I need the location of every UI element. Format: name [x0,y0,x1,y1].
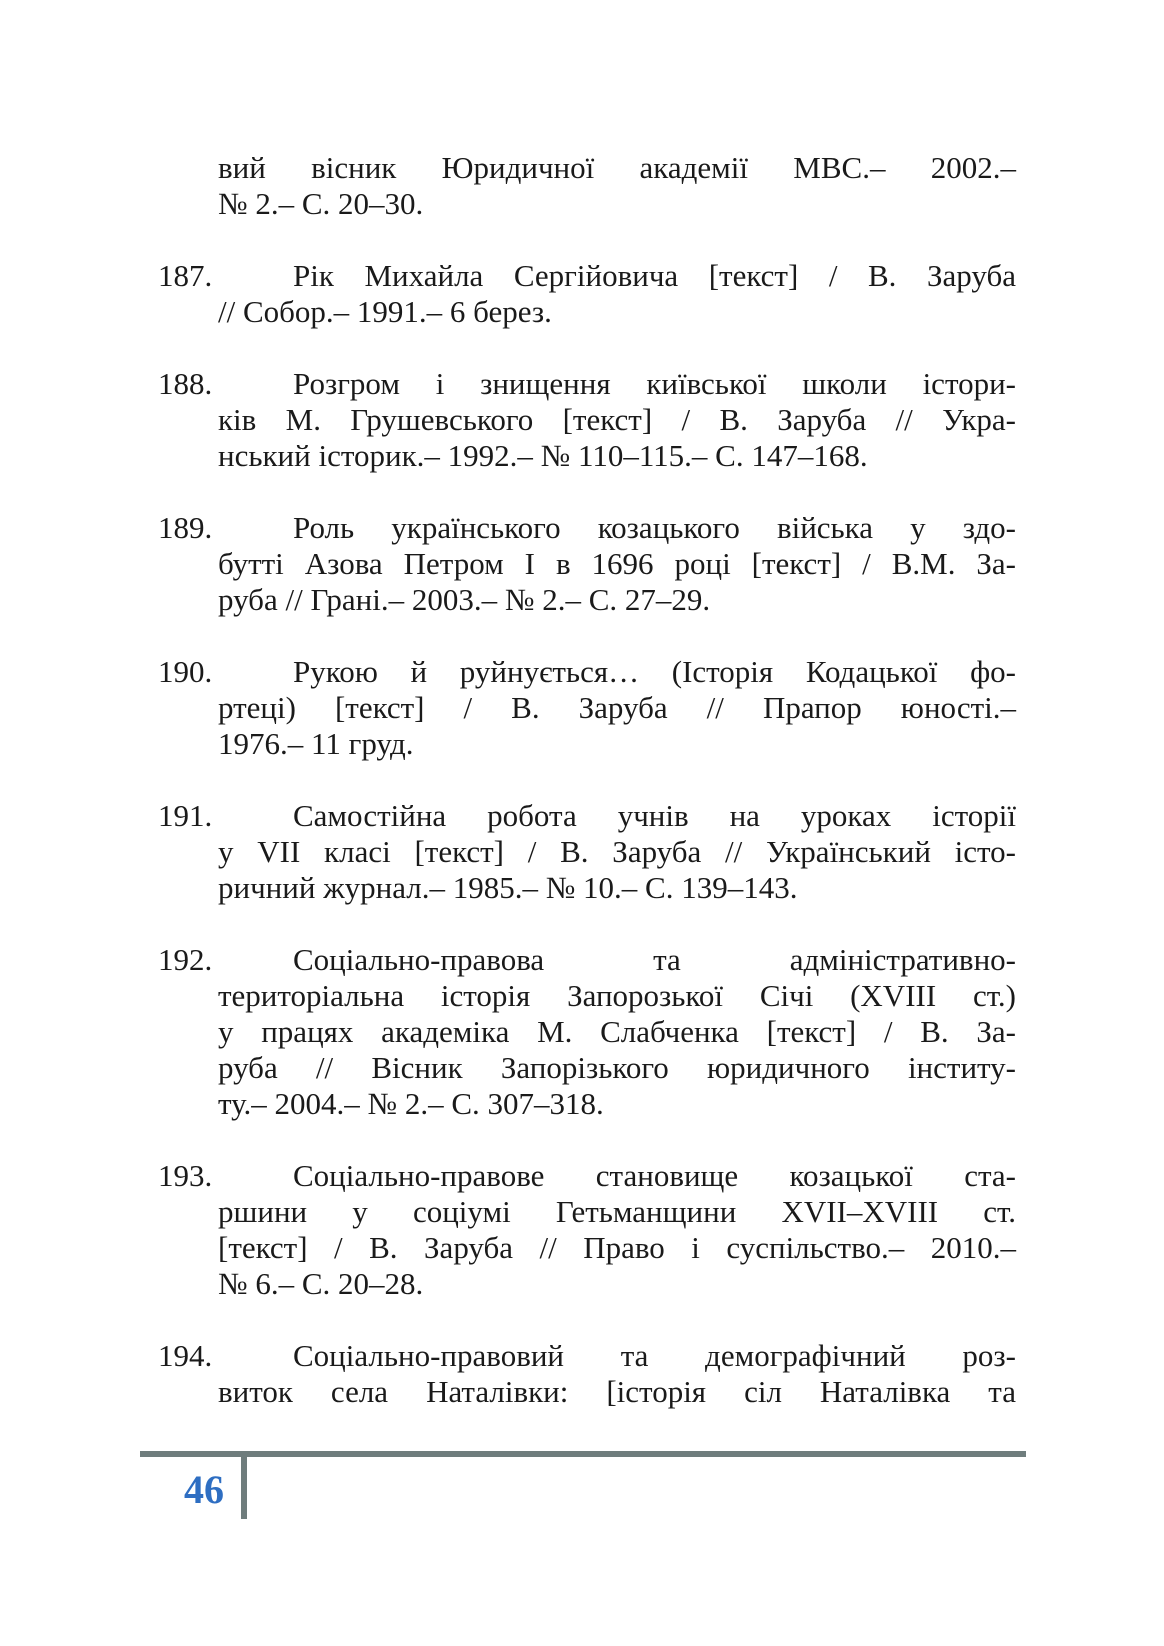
entry-line: територіальна історія Запорозької Січі (XVIII ст.) [218,978,1016,1013]
entry-line: у працях академіка М. Слабченка [текст] / В. За- [218,1014,1016,1049]
entry-line: ту.– 2004.– № 2.– С. 307–318. [218,1086,604,1121]
page-number: 46 [184,1467,224,1512]
entry-title: Рукою й руйнується… (Історія Кодацької фо- [293,654,1016,689]
entry-line: вий вісник Юридичної академії МВС.– 2002.– [218,150,1016,185]
entry-line: виток села Наталівки: [історія сіл Наталівка та [218,1374,1016,1409]
entry-number: 193. [158,1158,213,1193]
entry-title: Рік Михайла Сергійовича [текст] / В. Заруба [293,258,1016,293]
entry-title: Розгром і знищення київської школи істори- [293,366,1016,401]
entry-line: руба // Грані.– 2003.– № 2.– С. 27–29. [218,582,711,617]
entry-line: № 2.– С. 20–30. [218,186,424,221]
entry-line: нський історик.– 1992.– № 110–115.– С. 147–168. [218,438,868,473]
bibliography-entry-188 [158,366,1016,474]
footer-rule [140,1451,1026,1457]
entry-number: 191. [158,798,213,833]
bibliography-entry-194 [158,1338,1016,1410]
entry-number: 192. [158,942,213,977]
bibliography-page [158,150,1016,1446]
entry-title: Роль українського козацького війська у здо- [293,510,1016,545]
entry-line: ртеці) [текст] / В. Заруба // Прапор юності.– [218,690,1016,725]
bibliography-entry-191 [158,798,1016,906]
entry-title: Соціально-правовий та демографічний роз- [293,1338,1016,1373]
entry-line: бутті Азова Петром I в 1696 році [текст] / В.М. За- [218,546,1016,581]
continuation-entry [158,150,1016,222]
entry-line: ричний журнал.– 1985.– № 10.– С. 139–143. [218,870,798,905]
bibliography-entry-187 [158,258,1016,330]
entry-number: 188. [158,366,213,401]
bibliography-entry-193 [158,1158,1016,1302]
bibliography-entry-190 [158,654,1016,762]
entry-title: Соціально-правове становище козацької ста- [293,1158,1016,1193]
entry-number: 194. [158,1338,213,1373]
bibliography-entry-192 [158,942,1016,1122]
entry-line: [текст] / В. Заруба // Право і суспільство.– 2010.– [218,1230,1016,1265]
entry-number: 187. [158,258,213,293]
entry-line: 1976.– 11 груд. [218,726,414,761]
entry-line: ршини у соціумі Гетьманщини XVII–XVIII ст. [218,1194,1016,1229]
entry-number: 189. [158,510,213,545]
footer-divider [241,1451,247,1519]
entry-title: Самостійна робота учнів на уроках історії [293,798,1016,833]
entry-line: // Собор.– 1991.– 6 берез. [218,294,552,329]
entry-line: ків М. Грушевського [текст] / В. Заруба // Укра- [218,402,1016,437]
entry-title: Соціально-правова та адміністративно- [293,942,1016,977]
bibliography-entry-189 [158,510,1016,618]
entry-line: № 6.– С. 20–28. [218,1266,424,1301]
entry-number: 190. [158,654,213,689]
entry-line: руба // Вісник Запорізького юридичного інститу- [218,1050,1016,1085]
entry-line: у VII класі [текст] / В. Заруба // Український істо- [218,834,1016,869]
